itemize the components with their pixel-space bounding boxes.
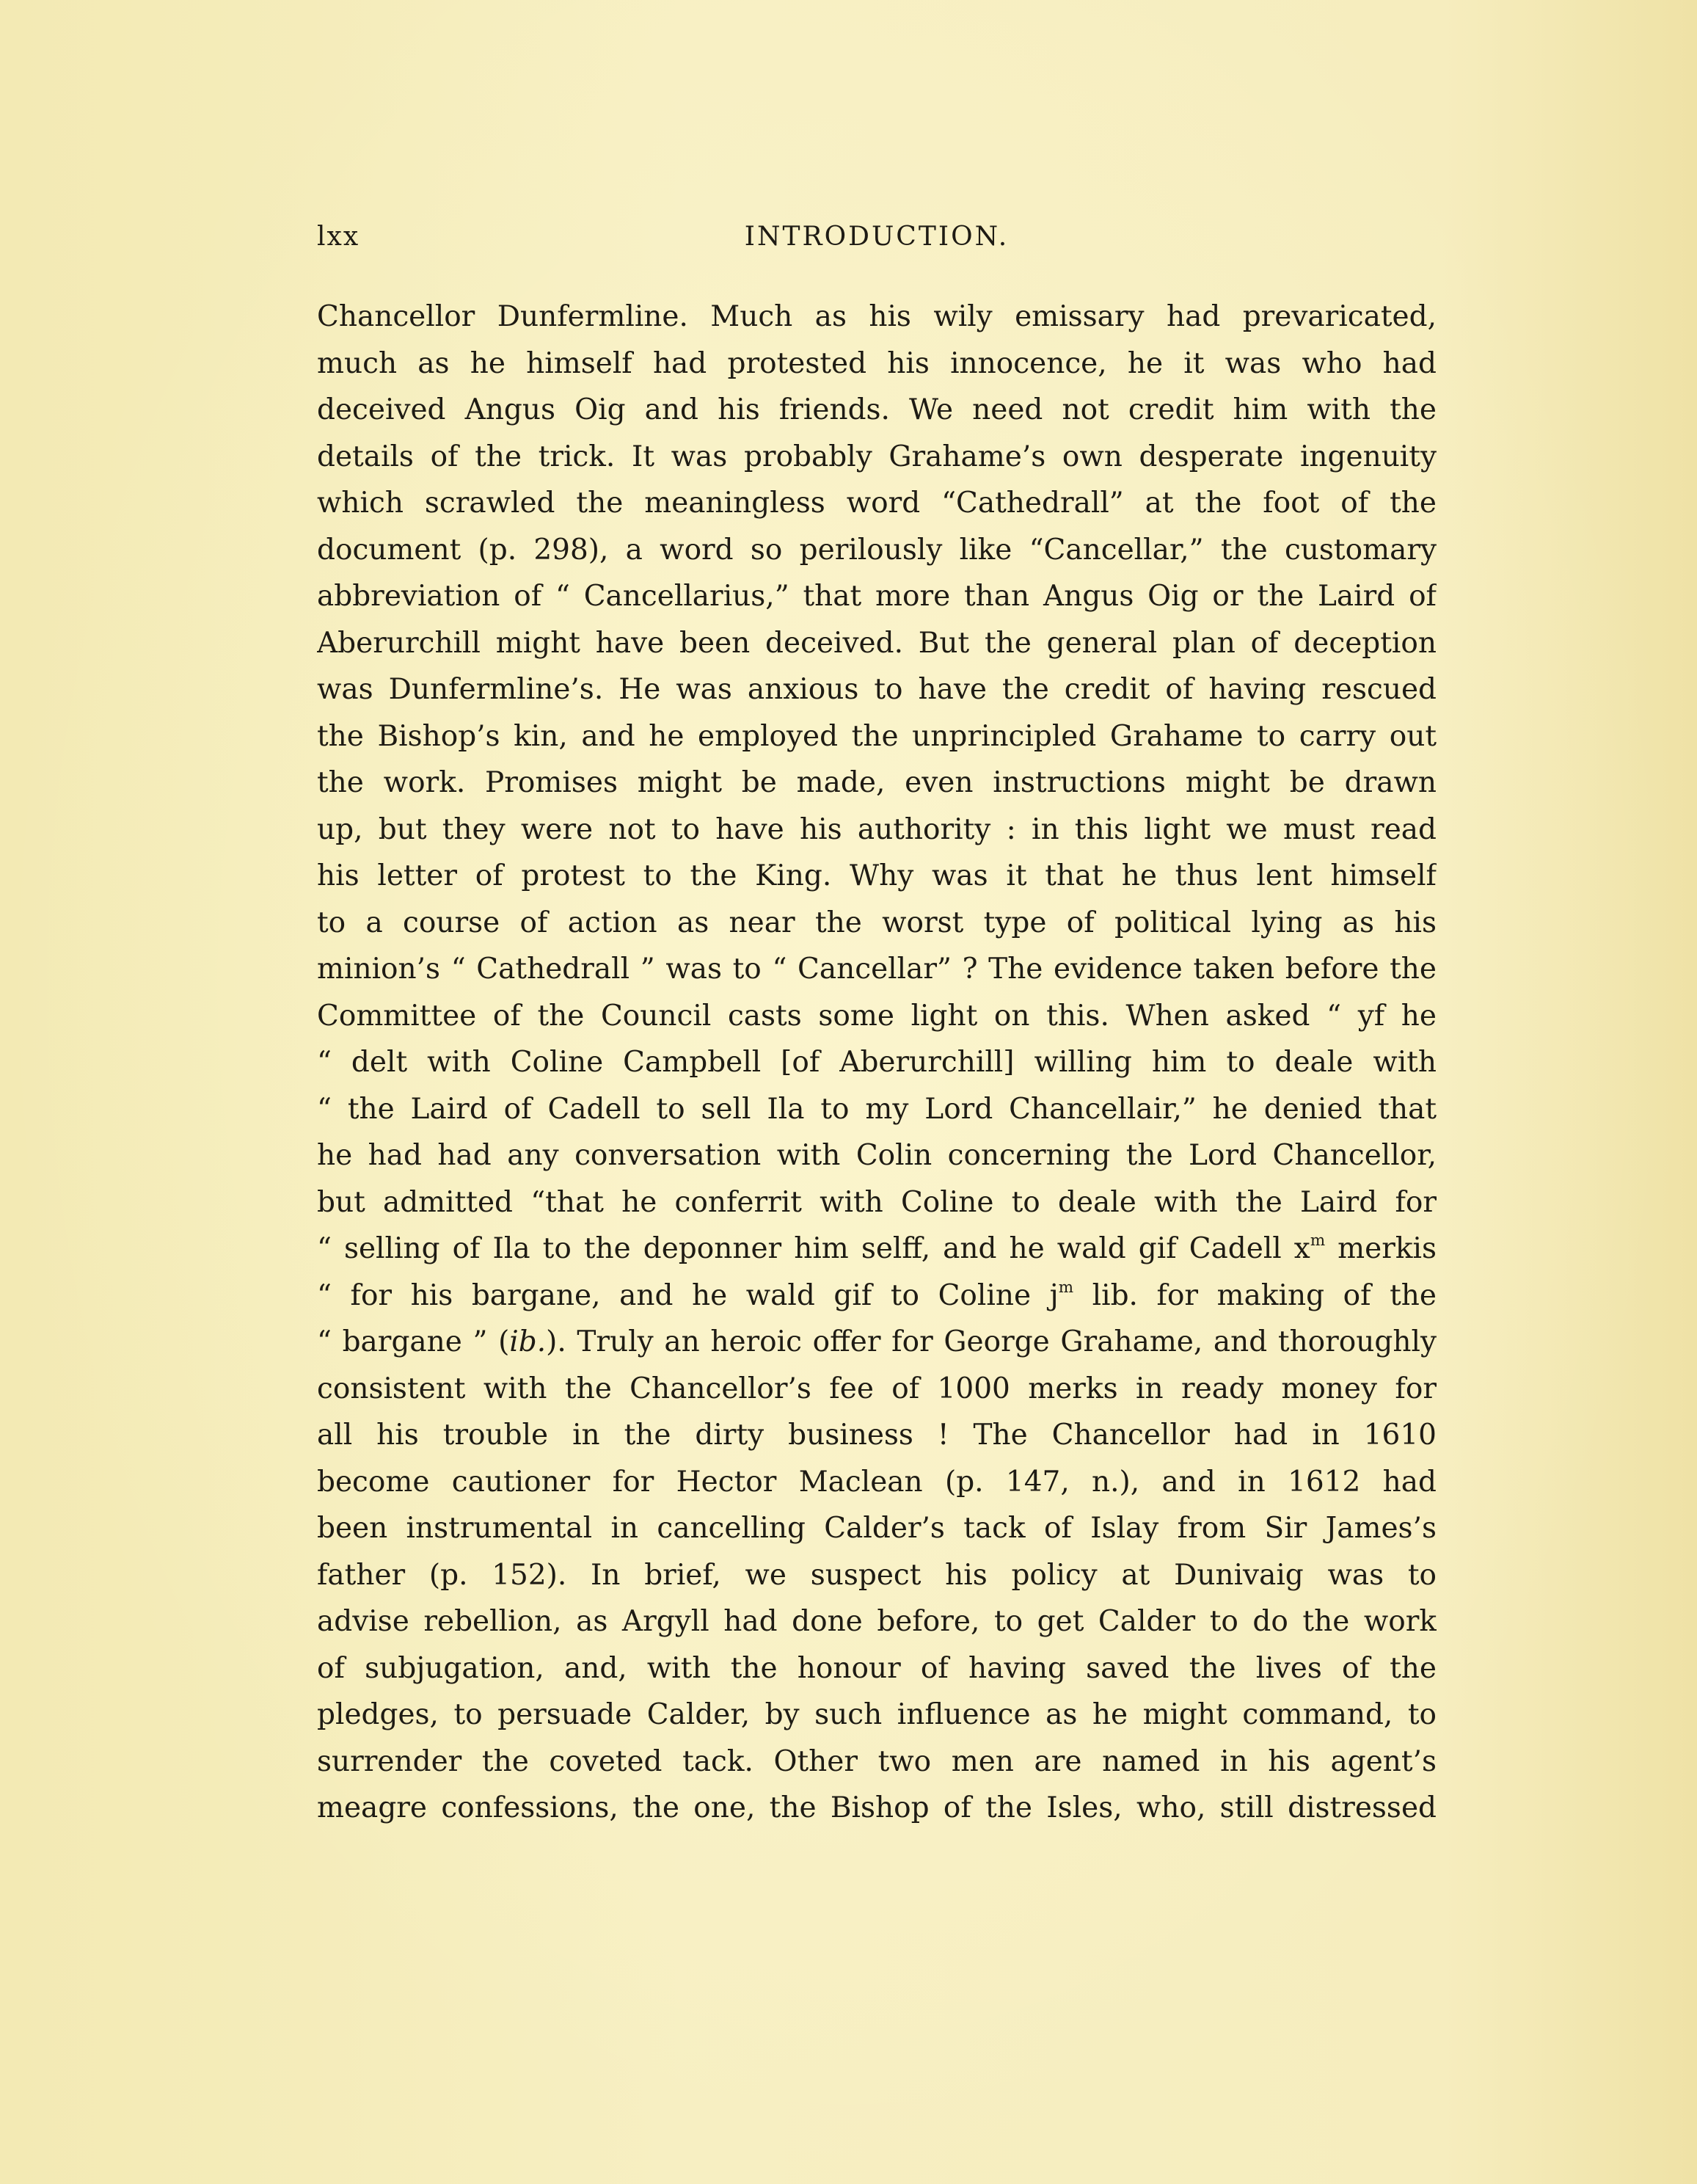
italic-reference: ib. [509, 1325, 547, 1358]
text-line: but admitted “that he conferrit with Coline to deale with the Laird for [317, 1185, 1437, 1219]
text-line: up, but they were not to have his authority : in this light we must read [317, 812, 1437, 846]
running-head: INTRODUCTION. [744, 222, 1010, 252]
text-line: surrender the coveted tack. Other two men are named in his agent’s [317, 1744, 1437, 1778]
text-line: of subjugation, and, with the honour of having saved the lives of the [317, 1651, 1437, 1685]
text-line: consistent with the Chancellor’s fee of 1000 merks in ready money for [317, 1372, 1437, 1405]
text-line: meagre confessions, the one, the Bishop of the Isles, who, still distressed [317, 1791, 1437, 1824]
text-segment: “ selling of Ila to the deponner him selff, and he wald gif Cadell x [317, 1232, 1310, 1265]
text-line: minion’s “ Cathedrall ” was to “ Cancellar” ? The evidence taken before the [317, 953, 1437, 986]
text-line: details of the trick. It was probably Grahame’s own desperate ingenuity [317, 440, 1437, 473]
text-line [317, 1226, 1437, 1273]
superscript: m [1058, 1278, 1074, 1297]
text-line: was Dunfermline’s. He was anxious to have the credit of having rescued [317, 673, 1437, 706]
text-segment: “ bargane ” ( [317, 1325, 510, 1358]
text-line: Aberurchill might have been deceived. But the general plan of deception [317, 626, 1437, 660]
text-segment: lib. for making of the [1073, 1278, 1437, 1312]
text-line: pledges, to persuade Calder, by such influence as he might command, to [317, 1698, 1437, 1731]
text-line: “ delt with Coline Campbell [of Aberurchill] willing him to deale with [317, 1046, 1437, 1079]
text-segment: “ for his bargane, and he wald gif to Coline j [317, 1278, 1059, 1312]
text-line: deceived Angus Oig and his friends. We need not credit him with the [317, 393, 1437, 426]
text-line [317, 1319, 1437, 1366]
text-line: the Bishop’s kin, and he employed the unprincipled Grahame to carry out [317, 719, 1437, 753]
text-line: been instrumental in cancelling Calder’s tack of Islay from Sir James’s [317, 1512, 1437, 1545]
text-line [317, 1273, 1437, 1320]
text-line: Committee of the Council casts some light on this. When asked “ yf he [317, 999, 1437, 1033]
superscript: m [1310, 1231, 1326, 1250]
page-header [317, 219, 1437, 255]
text-segment: ). Truly an heroic offer for George Grahame, and thoroughly [546, 1325, 1437, 1358]
text-line: the work. Promises might be made, even instructions might be drawn [317, 766, 1437, 799]
text-line: to a course of action as near the worst type of political lying as his [317, 906, 1437, 939]
text-line: document (p. 298), a word so perilously like “Cancellar,” the customary [317, 533, 1437, 567]
text-line: he had had any conversation with Colin concerning the Lord Chancellor, [317, 1139, 1437, 1172]
text-segment: merkis [1325, 1232, 1437, 1265]
page-number: lxx [317, 222, 360, 252]
text-line: abbreviation of “ Cancellarius,” that more than Angus Oig or the Laird of [317, 580, 1437, 613]
text-line: which scrawled the meaningless word “Cathedrall” at the foot of the [317, 487, 1437, 520]
text-line: become cautioner for Hector Maclean (p. 147, n.), and in 1612 had [317, 1465, 1437, 1499]
text-line: father (p. 152). In brief, we suspect his policy at Dunivaig was to [317, 1558, 1437, 1592]
text-line: his letter of protest to the King. Why was it that he thus lent himself [317, 859, 1437, 892]
text-line: all his trouble in the dirty business ! The Chancellor had in 1610 [317, 1419, 1437, 1452]
text-line: advise rebellion, as Argyll had done before, to get Calder to do the work [317, 1605, 1437, 1638]
text-line: Chancellor Dunfermline. Much as his wily emissary had prevaricated, [317, 300, 1437, 333]
text-line: “ the Laird of Cadell to sell Ila to my Lord Chancellair,” he denied that [317, 1092, 1437, 1126]
text-line: much as he himself had protested his innocence, he it was who had [317, 346, 1437, 380]
body-text [317, 294, 1437, 1832]
